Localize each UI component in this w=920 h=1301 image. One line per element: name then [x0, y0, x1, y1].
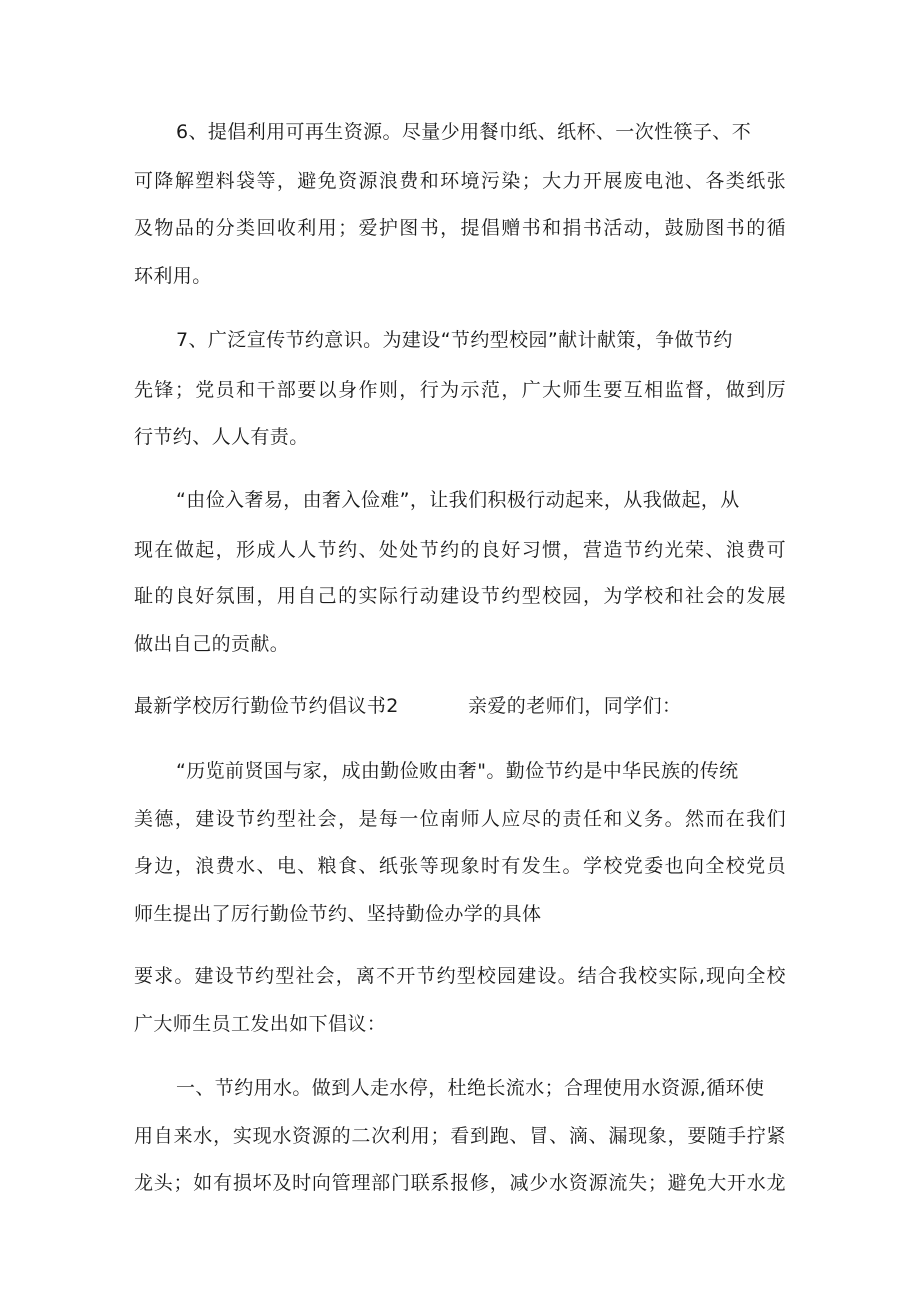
request-paragraph-line-2: 广大师生员工发出如下倡议：	[134, 1013, 387, 1035]
request-paragraph-line-1: 要 求 。 建 设 节 约 型 社 会 ， 离 不 开 节 约 型 校 园 建 设 。 结 合 我 校 实 际 , 现 向 全 校	[134, 965, 786, 987]
quote-paragraph-line-2: 现 在 做 起 ， 形 成 人 人 节 约 、 处 处 节 约 的 良 好 习 惯 ， 营 造 节 约 光 荣 、 浪 费 可	[134, 539, 786, 561]
water-paragraph-line-2: 用 自 来 水 ， 实 现 水 资 源 的 二 次 利 用 ； 看 到 跑 、 冒 、 滴 、 漏 现 象 ， 要 随 手 拧 紧	[134, 1125, 786, 1147]
paragraph-6-line-2: 可 降 解 塑 料 袋 等 ， 避 免 资 源 浪 费 和 环 境 污 染 ； 大 力 开 展 废 电 池 、 各 类 纸 张	[134, 170, 786, 192]
intro-paragraph-line-4: 师生提出了厉行勤俭节约、坚持勤俭办学的具体	[134, 903, 542, 925]
paragraph-6-line-3: 及 物 品 的 分 类 回 收 利 用 ； 爱 护 图 书 ， 提 倡 赠 书 和 捐 书 活 动 ， 鼓 励 图 书 的 循	[134, 217, 786, 239]
intro-paragraph-line-1: “历览前贤国与家，成由勤俭败由奢"。勤俭节约是中华民族的传统	[176, 760, 739, 782]
quote-paragraph-line-3: 耻 的 良 好 氛 围 ， 用 自 己 的 实 际 行 动 建 设 节 约 型 校 园 ， 为 学 校 和 社 会 的 发 展	[134, 585, 786, 607]
intro-paragraph-line-3: 身 边 ， 浪 费 水 、 电 、 粮 食 、 纸 张 等 现 象 时 有 发 生 。 学 校 党 委 也 向 全 校 党 员	[134, 855, 786, 877]
intro-paragraph-line-2: 美 德 ， 建 设 节 约 型 社 会 ， 是 每 一 位 南 师 人 应 尽 的 责 任 和 义 务 。 然 而 在 我 们	[134, 808, 786, 830]
paragraph-6-line-4: 环利用。	[134, 265, 212, 287]
paragraph-7-line-1: 7、广泛宣传节约意识。为建设“节约型校园”献计献策，争做节约	[176, 329, 733, 351]
water-paragraph-line-1: 一、节约用水。做到人走水停，杜绝长流水；合理使用水资源,循环使	[176, 1077, 765, 1099]
section-title: 最新学校厉行勤俭节约倡议书2	[134, 695, 399, 717]
salutation: 亲爱的老师们，同学们：	[468, 695, 682, 717]
quote-paragraph-line-4: 做出自己的贡献。	[134, 633, 290, 655]
paragraph-6-line-1: 6、提倡利用可再生资源。尽量少用餐巾纸、纸杯、一次性筷子、不	[176, 121, 752, 143]
quote-paragraph-line-1: “由俭入奢易，由奢入俭难”，让我们积极行动起来，从我做起，从	[176, 489, 740, 511]
water-paragraph-line-3: 龙 头 ； 如 有 损 坏 及 时 向 管 理 部 门 联 系 报 修 ， 减 少 水 资 源 流 失 ； 避 免 大 开 水 龙	[134, 1172, 786, 1194]
paragraph-7-line-3: 行节约、人人有责。	[134, 426, 309, 448]
paragraph-7-line-2: 先 锋 ； 党 员 和 干 部 要 以 身 作 则 ， 行 为 示 范 ， 广 大 师 生 要 互 相 监 督 ， 做 到 厉	[134, 379, 786, 401]
